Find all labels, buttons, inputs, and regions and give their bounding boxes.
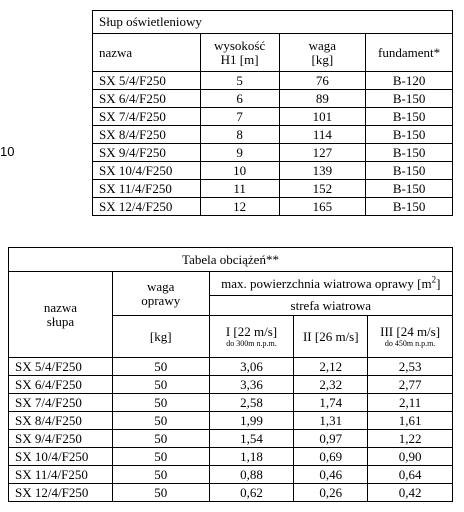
header-pole-name bbox=[9, 272, 113, 358]
cell-height: 12 bbox=[200, 198, 279, 216]
side-number: 10 bbox=[0, 144, 15, 159]
table-row bbox=[9, 376, 453, 394]
cell-pole-name: SX 9/4/F250 bbox=[9, 430, 113, 448]
header-weight-unit: [kg] bbox=[112, 316, 209, 358]
cell-weight: 76 bbox=[279, 72, 366, 90]
cell-foundation: B-150 bbox=[366, 90, 453, 108]
cell-fixture-weight: 50 bbox=[112, 466, 209, 484]
header-name: nazwa bbox=[93, 34, 201, 72]
cell-weight: 89 bbox=[279, 90, 366, 108]
header-zone-1-note: do 300m n.p.m. bbox=[226, 338, 277, 348]
table-row bbox=[9, 358, 453, 376]
cell-name: SX 8/4/F250 bbox=[93, 126, 201, 144]
pole-table-title: Słup oświetleniowy bbox=[93, 11, 453, 34]
cell-weight: 101 bbox=[279, 108, 366, 126]
table-row bbox=[9, 412, 453, 430]
cell-pole-name: SX 8/4/F250 bbox=[9, 412, 113, 430]
cell-weight: 114 bbox=[279, 126, 366, 144]
cell-zone-3: 0,64 bbox=[368, 466, 453, 484]
cell-foundation: B-150 bbox=[366, 126, 453, 144]
cell-zone-2: 0,26 bbox=[294, 484, 368, 502]
cell-height: 5 bbox=[200, 72, 279, 90]
cell-zone-1: 3,36 bbox=[209, 376, 294, 394]
header-weight-line2: [kg] bbox=[311, 51, 334, 67]
cell-foundation: B-150 bbox=[366, 162, 453, 180]
cell-zone-2: 1,31 bbox=[294, 412, 368, 430]
header-height-line2: H1 [m] bbox=[220, 51, 259, 67]
cell-zone-1: 1,99 bbox=[209, 412, 294, 430]
header-wind-area-text: max. powierzchnia wiatrowa oprawy [m bbox=[221, 275, 432, 291]
header-zone-3-label: III [24 m/s] bbox=[380, 323, 441, 339]
load-table bbox=[8, 247, 453, 502]
cell-zone-2: 0,46 bbox=[294, 466, 368, 484]
cell-height: 6 bbox=[200, 90, 279, 108]
cell-weight: 152 bbox=[279, 180, 366, 198]
header-height-line1: wysokość bbox=[213, 37, 266, 53]
header-zone-2: II [26 m/s] bbox=[294, 316, 368, 358]
table-row bbox=[9, 484, 453, 502]
cell-zone-3: 0,42 bbox=[368, 484, 453, 502]
table-row bbox=[9, 430, 453, 448]
cell-fixture-weight: 50 bbox=[112, 376, 209, 394]
cell-zone-3: 0,90 bbox=[368, 448, 453, 466]
table-row bbox=[93, 90, 453, 108]
cell-height: 8 bbox=[200, 126, 279, 144]
cell-zone-2: 0,97 bbox=[294, 430, 368, 448]
header-weight bbox=[279, 34, 366, 72]
cell-zone-3: 2,11 bbox=[368, 394, 453, 412]
cell-foundation: B-150 bbox=[366, 108, 453, 126]
cell-fixture-weight: 50 bbox=[112, 394, 209, 412]
header-fixture-weight-line2: oprawy bbox=[141, 292, 181, 308]
cell-zone-1: 0,88 bbox=[209, 466, 294, 484]
header-wind-area-sup: 2 bbox=[431, 274, 437, 285]
table-row bbox=[93, 144, 453, 162]
cell-zone-3: 1,22 bbox=[368, 430, 453, 448]
table-row bbox=[9, 448, 453, 466]
header-wind-area bbox=[209, 272, 452, 296]
cell-pole-name: SX 11/4/F250 bbox=[9, 466, 113, 484]
cell-foundation: B-120 bbox=[366, 72, 453, 90]
cell-name: SX 5/4/F250 bbox=[93, 72, 201, 90]
cell-foundation: B-150 bbox=[366, 180, 453, 198]
cell-weight: 165 bbox=[279, 198, 366, 216]
table-row bbox=[93, 108, 453, 126]
header-foundation: fundament* bbox=[366, 34, 453, 72]
table-row bbox=[93, 72, 453, 90]
cell-zone-1: 3,06 bbox=[209, 358, 294, 376]
cell-name: SX 10/4/F250 bbox=[93, 162, 201, 180]
cell-pole-name: SX 5/4/F250 bbox=[9, 358, 113, 376]
cell-height: 11 bbox=[200, 180, 279, 198]
cell-zone-3: 1,61 bbox=[368, 412, 453, 430]
header-height bbox=[200, 34, 279, 72]
cell-height: 9 bbox=[200, 144, 279, 162]
cell-pole-name: SX 12/4/F250 bbox=[9, 484, 113, 502]
cell-fixture-weight: 50 bbox=[112, 358, 209, 376]
table-row bbox=[9, 466, 453, 484]
cell-zone-2: 0,69 bbox=[294, 448, 368, 466]
cell-height: 7 bbox=[200, 108, 279, 126]
cell-foundation: B-150 bbox=[366, 144, 453, 162]
cell-name: SX 6/4/F250 bbox=[93, 90, 201, 108]
cell-fixture-weight: 50 bbox=[112, 484, 209, 502]
cell-name: SX 12/4/F250 bbox=[93, 198, 201, 216]
cell-fixture-weight: 50 bbox=[112, 448, 209, 466]
table-row bbox=[93, 180, 453, 198]
cell-weight: 139 bbox=[279, 162, 366, 180]
pole-table bbox=[92, 10, 453, 216]
cell-height: 10 bbox=[200, 162, 279, 180]
header-zone-1-label: I [22 m/s] bbox=[225, 323, 278, 339]
header-pole-name-line2: słupa bbox=[46, 313, 75, 329]
cell-zone-2: 2,32 bbox=[294, 376, 368, 394]
cell-zone-1: 1,18 bbox=[209, 448, 294, 466]
cell-zone-2: 1,74 bbox=[294, 394, 368, 412]
header-fixture-weight bbox=[112, 272, 209, 316]
cell-pole-name: SX 6/4/F250 bbox=[9, 376, 113, 394]
cell-pole-name: SX 10/4/F250 bbox=[9, 448, 113, 466]
header-weight-line1: waga bbox=[308, 37, 337, 53]
header-pole-name-line1: nazwa bbox=[43, 299, 78, 315]
cell-pole-name: SX 7/4/F250 bbox=[9, 394, 113, 412]
cell-name: SX 7/4/F250 bbox=[93, 108, 201, 126]
cell-zone-1: 1,54 bbox=[209, 430, 294, 448]
header-wind-area-close: ] bbox=[436, 275, 441, 291]
cell-zone-1: 2,58 bbox=[209, 394, 294, 412]
header-zone-1 bbox=[209, 316, 294, 358]
cell-fixture-weight: 50 bbox=[112, 430, 209, 448]
cell-name: SX 11/4/F250 bbox=[93, 180, 201, 198]
cell-zone-1: 0,62 bbox=[209, 484, 294, 502]
cell-zone-2: 2,12 bbox=[294, 358, 368, 376]
cell-foundation: B-150 bbox=[366, 198, 453, 216]
cell-fixture-weight: 50 bbox=[112, 412, 209, 430]
header-zone-3 bbox=[368, 316, 453, 358]
header-zone-3-note: do 450m n.p.m. bbox=[384, 338, 436, 348]
cell-zone-3: 2,53 bbox=[368, 358, 453, 376]
load-table-title: Tabela obciążeń** bbox=[9, 248, 453, 272]
table-row bbox=[93, 126, 453, 144]
header-fixture-weight-line1: waga bbox=[147, 278, 175, 294]
table-row bbox=[93, 162, 453, 180]
header-wind-zone: strefa wiatrowa bbox=[209, 296, 452, 316]
table-row bbox=[9, 394, 453, 412]
cell-zone-3: 2,77 bbox=[368, 376, 453, 394]
table-row bbox=[93, 198, 453, 216]
cell-weight: 127 bbox=[279, 144, 366, 162]
cell-name: SX 9/4/F250 bbox=[93, 144, 201, 162]
